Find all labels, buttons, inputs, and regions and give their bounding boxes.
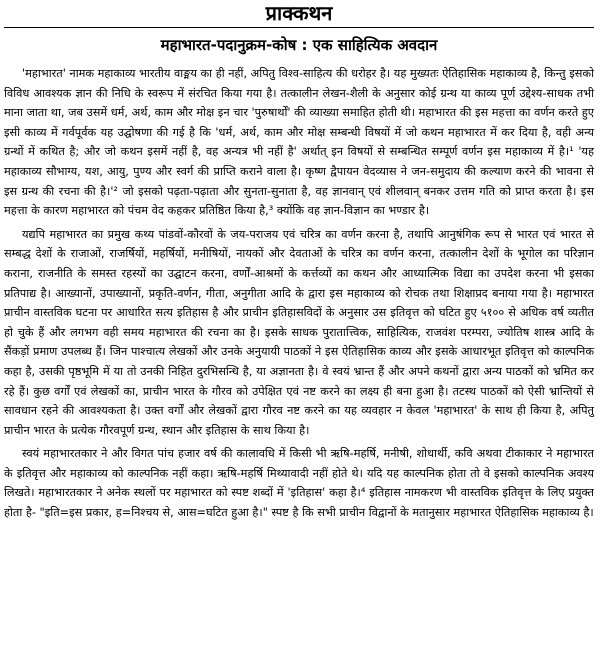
paragraph: 'महाभारत' नामक महाकाव्य भारतीय वाङ्मय का ही नहीं, अपितु विश्व-साहित्य की धरोहर है। यह मुख्यतः ऐतिहासिक महाकाव्य है, किन्तु इसको विविध आवश्यक ज्ञान की निधि के स्वरूप में संरचित किया गया है। तत्कालीन लेखन-शैली के अनुसार कोई ग्रन्थ या काव्य पूर्ण उद्देश्य-साधक तभी माना जाता था, जब उसमें धर्म, अर्थ, काम और मोक्ष इन चार 'पुरुषार्थों' की व्याख्या समाहित होती थी। महाभारत की इस महत्ता का वर्णन करते हुए इसी काव्य में गर्वपूर्वक यह उद्घोषणा की गई है कि 'धर्म, अर्थ, काम और मोक्ष सम्बन्धी विषयों में जो कथन महाभारत में कर दिया है, वही अन्य ग्रन्थों में कथित है; और जो कथन इसमें नहीं है, वह अन्यत्र भी नहीं है' अर्थात् इन विषयों से सम्बन्धित सम्पूर्ण वर्णन इस महाकाव्य में है।¹ 'यह महाकाव्य सौभाग्य, यश, आयु, पुण्य और स्वर्ग की प्राप्ति कराने वाला है। कृष्ण द्वैपायन वेदव्यास ने जन-समुदाय की कल्याण करने की भावना से इस ग्रन्थ की रचना की है।'² जो इसको पढ़ता-पढ़ाता और सुनता-सुनाता है, वह ज्ञानवान् एवं शीलवान् बनकर उत्तम गति को प्राप्त करता है। इस महत्ता के कारण महाभारत को पंचम वेद कहकर प्रतिष्ठित किया है,³ क्योंकि वह ज्ञान-विज्ञान का भण्डार है। — [4, 67, 594, 218]
title-divider — [4, 27, 594, 28]
page-subtitle: महाभारत-पदानुक्रम-कोष : एक साहित्यिक अवदान — [160, 36, 438, 54]
paragraph: स्वयं महाभारतकार ने और विगत पांच हजार वर्ष की कालावधि में किसी भी ऋषि-महर्षि, मनीषी, शोधार्थी, कवि अथवा टीकाकार ने महाभारत के इतिवृत्त और महाकाव्य को काल्पनिक नहीं कहा। ऋषि-महर्षि मिथ्यावादी नहीं होते थे। यदि यह काल्पनिक होता तो वे इसको काल्पनिक अवश्य लिखते। महाभारतकार ने अनेक स्थलों पर महाभारत को स्पष्ट शब्दों में 'इतिहास' कहा है।⁴ इतिहास नामकरण भी वास्तविक इतिवृत्त के लिए प्रयुक्त होता है- "इति=इस प्रकार, ह=निश्चय से, आस=घटित हुआ है।" स्पष्ट है कि सभी प्राचीन विद्वानों के मतानुसार महाभारत ऐतिहासिक महाकाव्य है। — [4, 447, 594, 520]
page-title: प्राक्कथन — [265, 1, 333, 25]
paragraph: यद्यपि महाभारत का प्रमुख कथ्य पांडवों-कौरवों के जय-पराजय एवं चरित्र का वर्णन करना है, तथापि आनुषंगिक रूप से भारत एवं भारत से सम्बद्ध देशों के राजाओं, राजर्षियों, महर्षियों, मनीषियों, नायकों और देवताओं के चरित्र का वर्णन करना, तत्कालीन देशों के भूगोल का परिज्ञान कराना, राजनीति के समस्त रहस्यों का उद्घाटन करना, वर्णों-आश्रमों के कर्त्तव्यों का कथन और आध्यात्मिक विद्या का उपदेश करना भी इसका प्रतिपाद्य है। आख्यानों, उपाख्यानों, प्रकृति-वर्णन, गीता, अनुगीता आदि के द्वारा इस महाकाव्य को रोचक तथा शिक्षाप्रद बनाया गया है। महाभारत प्राचीन वास्तविक घटना पर आधारित सत्य इतिहास है और प्राचीन इतिहासविदों के अनुसार उस इतिवृत्त को घटित हुए ५१०० से अधिक वर्ष व्यतीत हो चुके हैं और लगभग वही समय महाभारत की रचना का है। इसके साधक पुरातात्त्विक, साहित्यिक, राजवंश परम्परा, ज्योतिष शास्त्र आदि के सैंकड़ों प्रमाण उपलब्ध हैं। जिन पाश्चात्य लेखकों और उनके अनुयायी पाठकों ने इस ऐतिहासिक काव्य और इसके आधारभूत इतिवृत्त को काल्पनिक कहा है, उसकी पृष्ठभूमि में या तो उनकी निहित दुरभिसन्धि है, या अज्ञानता है। वे स्वयं भ्रान्त हैं और अपने कथनों द्वारा अन्य पाठकों को भ्रमित कर रहे हैं। कुछ वर्गों एवं लेखकों का, प्राचीन भारत के गौरव को उपेक्षित एवं नष्ट करने का लक्ष्य ही बना हुआ है। तटस्थ पाठकों को ऐसी भ्रान्तियों से सावधान रहने की आवश्यकता है। उक्त वर्गों और लेखकों द्वारा गौरव नष्ट करने का यह व्यवहार न केवल 'महाभारत' के साथ ही किया है, अपितु प्राचीन भारत के प्रत्येक गौरवपूर्ण ग्रन्थ, स्थान और इतिहास के साथ किया है। — [4, 227, 595, 437]
document-page — [4, 0, 594, 669]
body-text — [4, 64, 594, 527]
